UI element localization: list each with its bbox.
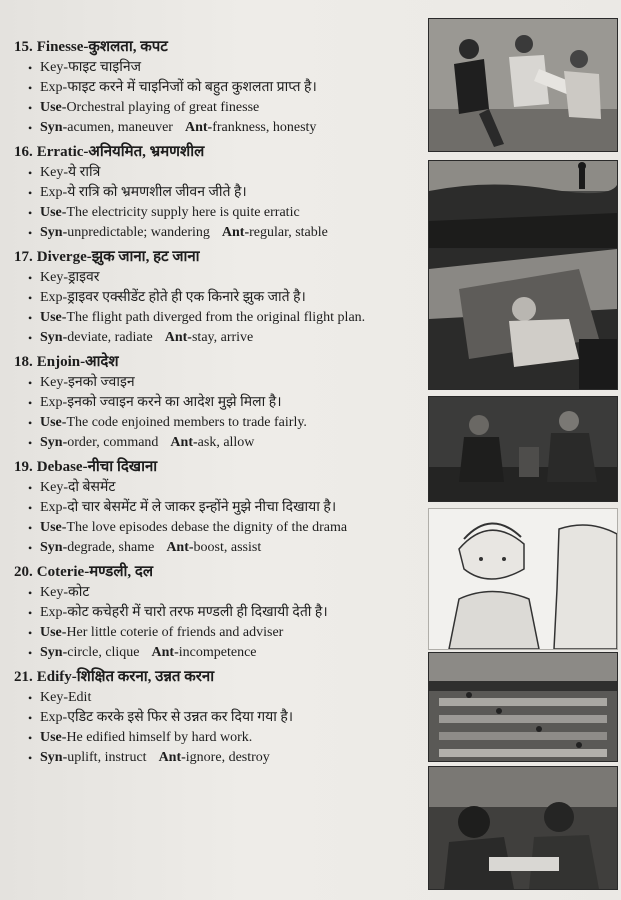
exp-line — [28, 79, 424, 97]
entry-title — [14, 561, 424, 581]
exp-line — [28, 184, 424, 202]
entry-title — [14, 666, 424, 686]
key-line — [28, 479, 424, 497]
ant-label: Ant- — [170, 435, 198, 450]
exp-text: फाइट करने में चाइनिजों को बहुत कुशलता प्राप्त है। — [67, 80, 317, 95]
entry-word: Erratic — [36, 144, 84, 160]
entry-number: 15. — [14, 39, 33, 55]
ant-label: Ant- — [184, 120, 213, 135]
ant-label: Ant- — [164, 330, 192, 345]
syn-ant-line — [28, 119, 424, 137]
exp-line — [28, 394, 424, 412]
exp-label: Exp- — [40, 500, 68, 515]
key-label: Key- — [40, 270, 68, 285]
ant-label: Ant- — [151, 645, 179, 660]
entry-hindi-meaning: -मण्डली, दल — [84, 564, 154, 580]
exp-text: एडिट करके इसे फिर से उन्नत कर दिया गया है। — [67, 710, 294, 725]
key-label: Key- — [40, 480, 68, 495]
crowded-courtyard-photo — [428, 652, 618, 762]
ant-text: regular, stable — [249, 225, 328, 240]
use-text: Orchestral playing of great finesse — [66, 100, 260, 115]
exp-label: Exp- — [40, 185, 68, 200]
entry-number: 18. — [14, 354, 33, 370]
entry-word: Finesse — [36, 39, 84, 55]
use-line — [28, 204, 424, 222]
use-line — [28, 414, 424, 432]
entry-hindi-meaning: -झुक जाना, हट जाना — [86, 249, 200, 265]
key-text: ड्राइवर — [68, 270, 100, 285]
key-line — [28, 59, 424, 77]
key-text: दो बेसमेंट — [68, 480, 116, 495]
use-label: Use- — [40, 100, 67, 115]
exp-label: Exp- — [40, 80, 68, 95]
night-landscape-photo — [428, 160, 618, 260]
ant-text: boost, assist — [193, 540, 262, 555]
entry-number: 21. — [14, 669, 33, 685]
exp-line — [28, 289, 424, 307]
use-text: Her little coterie of friends and adviser — [66, 625, 284, 640]
use-line — [28, 624, 424, 642]
entry-title — [14, 36, 424, 56]
entry-word: Enjoin — [36, 354, 81, 370]
use-label: Use- — [40, 625, 67, 640]
syn-ant-line — [28, 224, 424, 242]
exp-text: इनको ज्वाइन करने का आदेश मुझे मिला है। — [67, 395, 282, 410]
use-label: Use- — [40, 205, 67, 220]
vocab-entry — [14, 561, 424, 662]
key-label: Key- — [40, 375, 68, 390]
students-studying-photo — [428, 766, 618, 890]
use-label: Use- — [40, 730, 67, 745]
syn-ant-line — [28, 434, 424, 452]
exp-label: Exp- — [40, 710, 68, 725]
entry-number: 19. — [14, 459, 33, 475]
syn-text: acumen, maneuver — [67, 120, 173, 135]
car-accident-photo — [428, 248, 618, 390]
syn-text: circle, clique — [67, 645, 140, 660]
use-label: Use- — [40, 520, 67, 535]
vocab-entry — [14, 141, 424, 242]
vocab-entry — [14, 666, 424, 767]
use-text: He edified himself by hard work. — [66, 730, 253, 745]
use-text: The flight path diverged from the original flight plan. — [66, 310, 366, 325]
syn-label: Syn- — [40, 750, 68, 765]
ant-text: ask, allow — [197, 435, 255, 450]
ant-text: frankness, honesty — [212, 120, 317, 135]
syn-text: deviate, radiate — [67, 330, 153, 345]
entry-number: 17. — [14, 249, 33, 265]
ant-text: incompetence — [178, 645, 257, 660]
entry-hindi-meaning: -आदेश — [80, 354, 119, 370]
entry-list — [14, 36, 424, 771]
key-line — [28, 374, 424, 392]
syn-ant-line — [28, 329, 424, 347]
entry-hindi-meaning: -कुशलता, कपट — [83, 39, 168, 55]
exp-line — [28, 499, 424, 517]
syn-text: order, command — [67, 435, 159, 450]
key-text: कोट — [68, 585, 90, 600]
ant-text: stay, arrive — [191, 330, 254, 345]
syn-ant-line — [28, 539, 424, 557]
key-label: Key- — [40, 690, 68, 705]
key-line — [28, 689, 424, 707]
entry-hindi-meaning: -अनियमित, भ्रमणशील — [83, 144, 205, 160]
ant-label: Ant- — [166, 540, 194, 555]
key-text: इनको ज्वाइन — [68, 375, 135, 390]
syn-label: Syn- — [40, 645, 68, 660]
entry-title — [14, 456, 424, 476]
syn-label: Syn- — [40, 540, 68, 555]
exp-line — [28, 604, 424, 622]
entry-hindi-meaning: -नीचा दिखाना — [82, 459, 158, 475]
meeting-photo — [428, 396, 618, 502]
photo-column — [428, 10, 618, 890]
use-line — [28, 309, 424, 327]
syn-ant-line — [28, 644, 424, 662]
ant-label: Ant- — [158, 750, 186, 765]
exp-text: ये रात्रि को भ्रमणशील जीवन जीते है। — [67, 185, 247, 200]
entry-title — [14, 141, 424, 161]
exp-label: Exp- — [40, 290, 68, 305]
fight-scene-photo — [428, 18, 618, 152]
vocab-entry — [14, 456, 424, 557]
key-text: फाइट चाइनिज — [68, 60, 142, 75]
exp-label: Exp- — [40, 605, 68, 620]
syn-text: uplift, instruct — [67, 750, 147, 765]
key-label: Key- — [40, 585, 68, 600]
use-line — [28, 519, 424, 537]
exp-text: दो चार बेसमेंट में ले जाकर इन्होंने मुझे नीचा दिखाया है। — [67, 500, 337, 515]
entry-number: 20. — [14, 564, 33, 580]
exp-text: कोट कचेहरी में चारो तरफ मण्डली ही दिखायी देती है। — [67, 605, 328, 620]
key-line — [28, 164, 424, 182]
entry-title — [14, 351, 424, 371]
syn-label: Syn- — [40, 120, 68, 135]
use-label: Use- — [40, 310, 67, 325]
entry-word: Diverge — [36, 249, 87, 265]
syn-text: degrade, shame — [67, 540, 155, 555]
key-label: Key- — [40, 60, 68, 75]
key-label: Key- — [40, 165, 68, 180]
exp-line — [28, 709, 424, 727]
entry-hindi-meaning: -शिक्षित करना, उन्नत करना — [71, 669, 215, 685]
exp-text: ड्राइवर एक्सीडेंट होते ही एक किनारे झुक जाते है। — [67, 290, 306, 305]
key-line — [28, 584, 424, 602]
entry-word: Debase — [36, 459, 83, 475]
entry-title — [14, 246, 424, 266]
syn-text: unpredictable; wandering — [67, 225, 210, 240]
vocab-entry — [14, 351, 424, 452]
use-label: Use- — [40, 415, 67, 430]
use-text: The love episodes debase the dignity of the drama — [66, 520, 348, 535]
syn-label: Syn- — [40, 435, 68, 450]
key-line — [28, 269, 424, 287]
ant-text: ignore, destroy — [185, 750, 270, 765]
cartoon-couple-illustration — [428, 508, 618, 650]
use-line — [28, 99, 424, 117]
entry-number: 16. — [14, 144, 33, 160]
key-text: Edit — [68, 690, 92, 705]
entry-word: Coterie — [36, 564, 85, 580]
use-text: The code enjoined members to trade fairly. — [66, 415, 307, 430]
use-text: The electricity supply here is quite erratic — [66, 205, 300, 220]
ant-label: Ant- — [221, 225, 250, 240]
entry-word: Edify — [36, 669, 72, 685]
exp-label: Exp- — [40, 395, 68, 410]
syn-label: Syn- — [40, 330, 68, 345]
syn-ant-line — [28, 749, 424, 767]
vocab-entry — [14, 246, 424, 347]
vocab-entry — [14, 36, 424, 137]
key-text: ये रात्रि — [68, 165, 101, 180]
use-line — [28, 729, 424, 747]
syn-label: Syn- — [40, 225, 68, 240]
